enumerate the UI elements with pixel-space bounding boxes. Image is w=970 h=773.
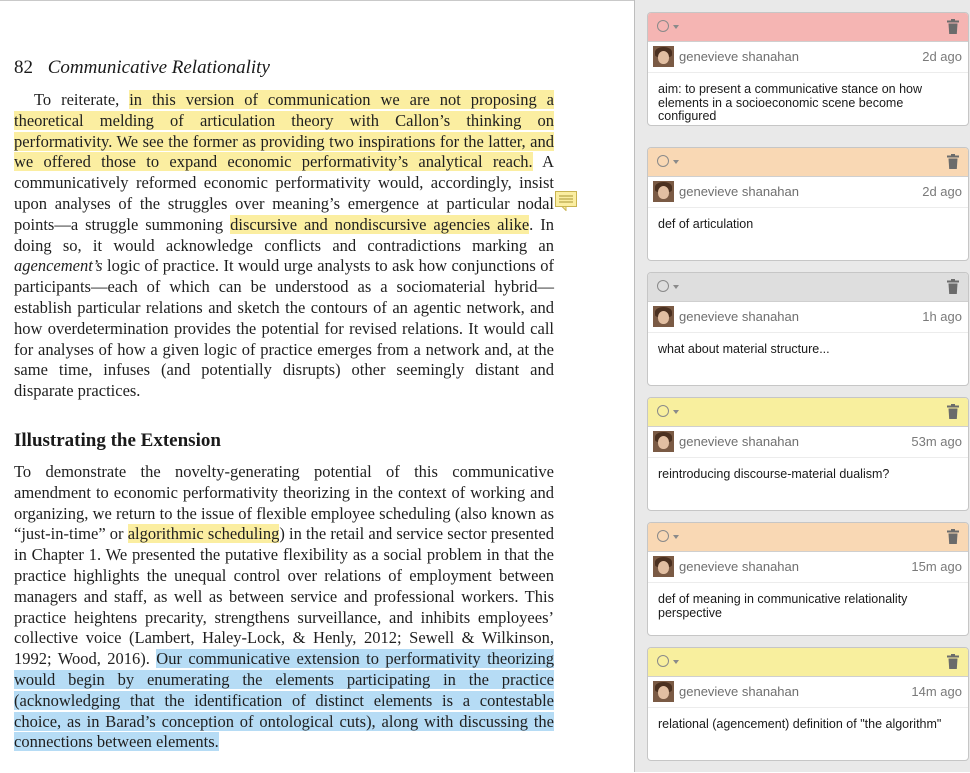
- avatar: [653, 681, 674, 702]
- annotation-color-bar: [648, 398, 968, 427]
- highlight-yellow[interactable]: discursive and nondiscursive agencies alike: [230, 214, 530, 234]
- chevron-down-icon[interactable]: [673, 160, 679, 164]
- timestamp: 2d ago: [922, 184, 962, 199]
- highlight-yellow[interactable]: in this version of communication we are not proposing a theoretical melding of articulation theory with Callon’s thinking on performativity. We see the former as providing two inspirations for the latter, and we offered those to expand economic performativity’s analytical reach.: [14, 90, 554, 172]
- circle-status-icon[interactable]: [657, 20, 669, 32]
- annotation-color-bar: [648, 648, 968, 677]
- trash-icon[interactable]: [947, 404, 959, 419]
- timestamp: 2d ago: [922, 49, 962, 64]
- highlight-blue[interactable]: Our communicative extension to performativity theorizing would begin by enumerating the elements participating in the practice (acknowledging that the identification of distinct elements is a contestable choice, as in Barad’s conception of ontological cuts), along with discussing the connections between elements.: [14, 649, 554, 752]
- paragraph-illustrating: [14, 462, 554, 753]
- trash-icon[interactable]: [947, 154, 959, 169]
- author-name: genevieve shanahan: [679, 184, 799, 199]
- annotation-text[interactable]: aim: to present a communicative stance on how elements in a socioeconomic scene become configured: [658, 82, 923, 123]
- author-name: genevieve shanahan: [679, 309, 799, 324]
- timestamp: 1h ago: [922, 309, 962, 324]
- annotation-card[interactable]: [647, 522, 969, 636]
- avatar: [653, 556, 674, 577]
- annotation-meta: [648, 552, 968, 583]
- highlight-yellow[interactable]: algorithmic scheduling: [127, 524, 280, 544]
- avatar: [653, 431, 674, 452]
- annotation-text[interactable]: relational (agencement) definition of "the algorithm": [658, 717, 942, 731]
- annotation-text[interactable]: def of meaning in communicative relationality perspective: [658, 592, 908, 620]
- paragraph-text: To reiterate,: [34, 90, 130, 109]
- chevron-down-icon[interactable]: [673, 285, 679, 289]
- timestamp: 53m ago: [911, 434, 962, 449]
- circle-status-icon[interactable]: [657, 530, 669, 542]
- avatar: [653, 181, 674, 202]
- sticky-note-icon[interactable]: [555, 191, 577, 211]
- circle-status-icon[interactable]: [657, 280, 669, 292]
- annotation-card[interactable]: [647, 272, 969, 386]
- paragraph-text: ) in the retail and service sector presented in Chapter 1. We presented the putative flexibility as a social problem in that the practice highlights the unequal control over relations of employment between managers and staff, as well as between service and professional workers. This practice heightens precarity, strengthens surveillance, and inhibits employees’ collective voice (Lambert, Haley-Lock, & Henly, 2012; Sewell & Wilkinson, 1992; Wood, 2016).: [14, 524, 554, 669]
- annotation-text[interactable]: reintroducing discourse-material dualism?: [658, 467, 890, 481]
- paragraph-text: . In doing so, it would acknowledge conflicts and contradictions marking an: [14, 214, 554, 255]
- chevron-down-icon[interactable]: [673, 410, 679, 414]
- annotation-text[interactable]: def of articulation: [658, 217, 754, 231]
- circle-status-icon[interactable]: [657, 155, 669, 167]
- annotation-color-bar: [648, 523, 968, 552]
- trash-icon[interactable]: [947, 19, 959, 34]
- author-name: genevieve shanahan: [679, 434, 799, 449]
- author-name: genevieve shanahan: [679, 559, 799, 574]
- annotation-card[interactable]: [647, 12, 969, 126]
- annotation-meta: [648, 677, 968, 708]
- trash-icon[interactable]: [947, 279, 959, 294]
- annotation-card[interactable]: [647, 647, 969, 761]
- running-head: [14, 57, 270, 79]
- annotation-meta: [648, 177, 968, 208]
- annotation-text[interactable]: what about material structure...: [658, 342, 830, 356]
- annotation-card[interactable]: [647, 147, 969, 261]
- page-number: 82: [14, 57, 33, 78]
- annotations-sidebar[interactable]: [634, 0, 970, 772]
- annotation-card[interactable]: [647, 397, 969, 511]
- annotation-meta: [648, 42, 968, 73]
- avatar: [653, 46, 674, 67]
- chevron-down-icon[interactable]: [673, 660, 679, 664]
- chevron-down-icon[interactable]: [673, 535, 679, 539]
- annotation-meta: [648, 427, 968, 458]
- annotation-color-bar: [648, 148, 968, 177]
- timestamp: 15m ago: [911, 559, 962, 574]
- trash-icon[interactable]: [947, 654, 959, 669]
- annotation-color-bar: [648, 273, 968, 302]
- circle-status-icon[interactable]: [657, 405, 669, 417]
- author-name: genevieve shanahan: [679, 684, 799, 699]
- annotation-meta: [648, 302, 968, 333]
- paragraph-text: A communicatively reformed economic performativity would, accordingly, insist upon analyses of the struggles over meaning’s emergence at particular nodal points—a struggle summoning: [14, 152, 554, 234]
- avatar: [653, 306, 674, 327]
- emphasis-text: agencement’s: [14, 256, 103, 276]
- author-name: genevieve shanahan: [679, 49, 799, 64]
- circle-status-icon[interactable]: [657, 655, 669, 667]
- paragraph-text: To demonstrate the novelty-generating potential of this communicative amendment to economic performativity theorizing in the context of working and organizing, we return to the issue of flexible employee scheduling (also known as “just-in-time” or: [14, 462, 554, 544]
- chevron-down-icon[interactable]: [673, 25, 679, 29]
- section-heading: Illustrating the Extension: [14, 430, 221, 451]
- timestamp: 14m ago: [911, 684, 962, 699]
- chapter-title: Communicative Relationality: [47, 57, 270, 78]
- annotation-color-bar: [648, 13, 968, 42]
- paragraph-text: logic of practice. It would urge analysts to ask how conjunctions of participants—each of which can be understood as a sociomaterial hybrid—establish particular relations and sketch the contours of an agentic network, and how overdetermination provides the potential for revised relations. It would call for analyses of how a given logic of practice emerges from a network and, at the same time, infuses (and potentially disrupts) other seemingly distant and disparate practices.: [14, 256, 554, 401]
- paragraph-reiterate: [14, 90, 554, 402]
- trash-icon[interactable]: [947, 529, 959, 544]
